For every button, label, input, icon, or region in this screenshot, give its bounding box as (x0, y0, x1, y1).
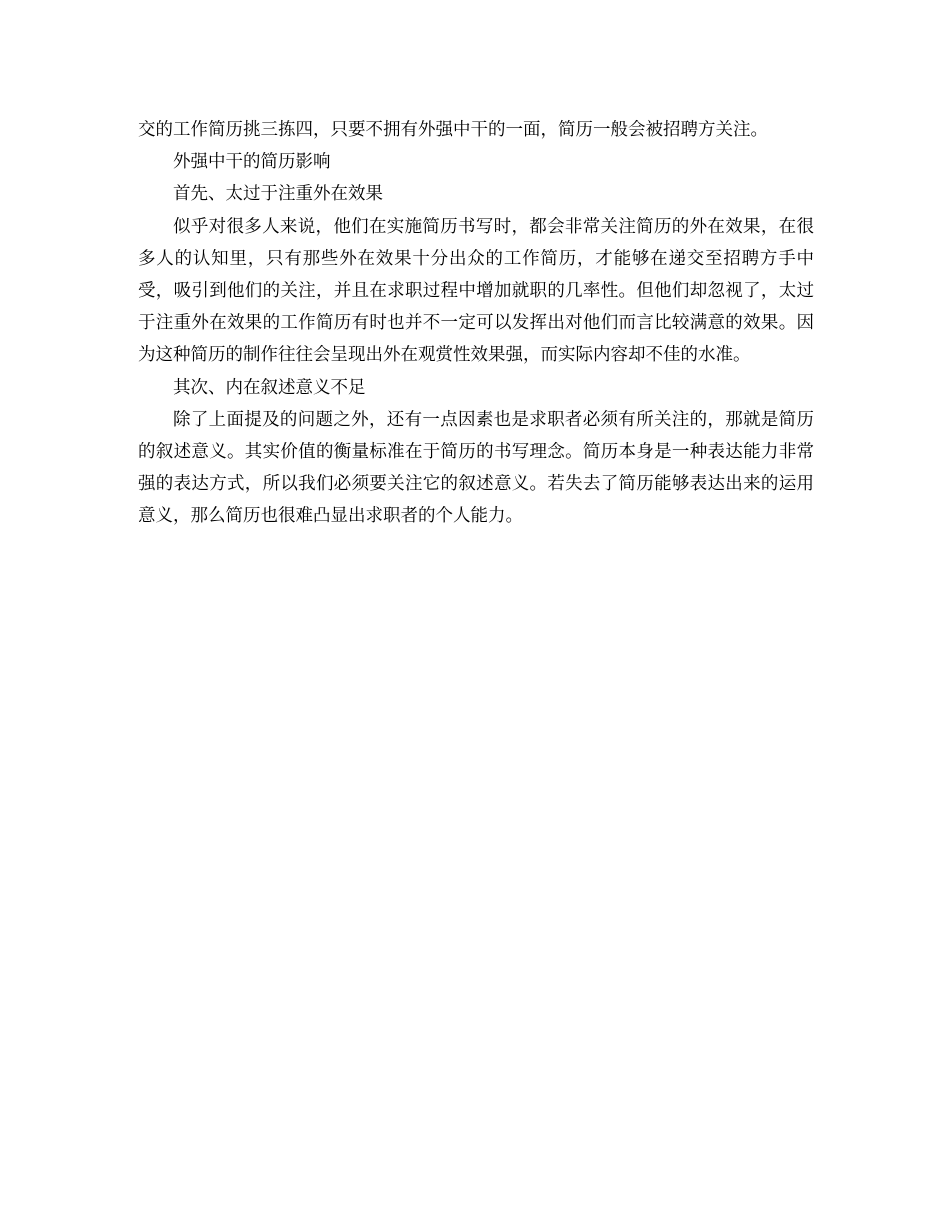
document-body (138, 114, 814, 533)
continued-paragraph: 交的工作简历挑三拣四，只要不拥有外强中干的一面，简历一般会被招聘方关注。 (138, 120, 768, 140)
subsection-heading: 首先、太过于注重外在效果 (173, 184, 383, 205)
body-paragraph: 似乎对很多人来说，他们在实施简历书写时，都会非常关注简历的外在效果，在很多人的认知里，只有那些外在效果十分出众的工作简历，才能够在递交至招聘方手中受，吸引到他们的关注，并且在求职过程中增加就职的几率性。但他们却忽视了，太过于注重外在效果的工作简历有时也并不一定可以发挥出对他们而言比较满意的效果。因为这种简历的制作往往会呈现出外在观赏性效果强，而实际内容却不佳的水准。 (138, 216, 814, 366)
subsection-heading: 其次、内在叙述意义不足 (173, 377, 366, 398)
body-paragraph: 除了上面提及的问题之外，还有一点因素也是求职者必须有所关注的，那就是简历的叙述意义。其实价值的衡量标准在于简历的书写理念。简历本身是一种表达能力非常强的表达方式，所以我们必须要关注它的叙述意义。若失去了简历能够表达出来的运用意义，那么简历也很难凸显出求职者的个人能力。 (138, 409, 814, 527)
section-heading: 外强中干的简历影响 (173, 152, 331, 173)
